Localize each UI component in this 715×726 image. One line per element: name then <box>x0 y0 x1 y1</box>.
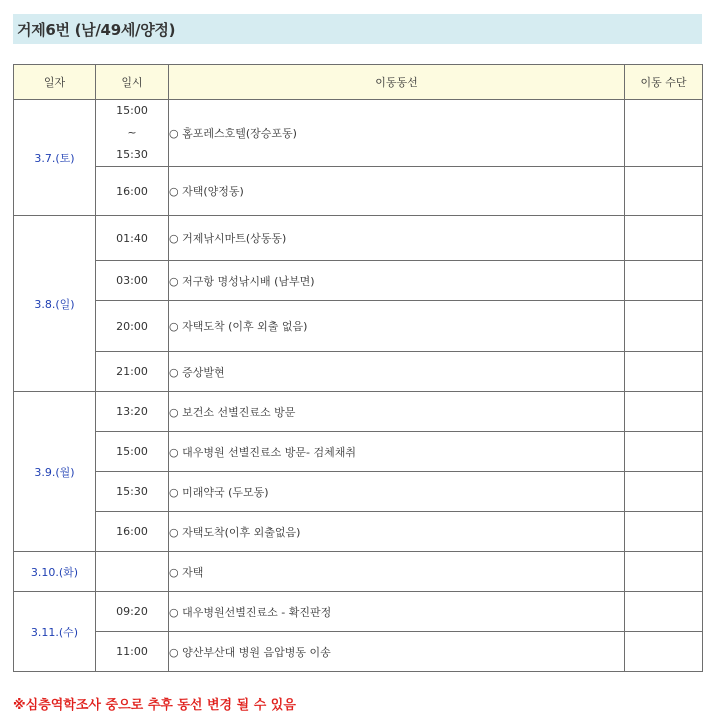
disclaimer-note: ※심층역학조사 중으로 추후 동선 변경 될 수 있음 <box>13 698 296 713</box>
time-cell: 16:00 <box>96 167 169 216</box>
header-route: 이동동선 <box>169 65 625 100</box>
header-date: 일자 <box>14 65 96 100</box>
table-row <box>14 352 703 392</box>
time-cell: 03:00 <box>96 261 169 301</box>
route-cell: ○ 자택(양정동) <box>169 167 625 216</box>
method-cell <box>625 592 703 632</box>
time-cell: 16:00 <box>96 512 169 552</box>
table-row <box>14 472 703 512</box>
date-cell: 3.7.(토) <box>14 100 96 216</box>
time-cell: 01:40 <box>96 216 169 261</box>
route-table <box>13 64 703 672</box>
date-cell: 3.10.(화) <box>14 552 96 592</box>
table-row <box>14 392 703 432</box>
time-cell <box>96 552 169 592</box>
time-end: 15:30 <box>116 148 148 161</box>
method-cell <box>625 261 703 301</box>
time-cell <box>96 100 169 167</box>
table-row <box>14 512 703 552</box>
table-row <box>14 167 703 216</box>
table-row <box>14 592 703 632</box>
method-cell <box>625 392 703 432</box>
time-cell: 20:00 <box>96 301 169 352</box>
route-cell: ○ 보건소 선별진료소 방문 <box>169 392 625 432</box>
method-cell <box>625 100 703 167</box>
method-cell <box>625 167 703 216</box>
time-cell: 13:20 <box>96 392 169 432</box>
time-cell: 15:00 <box>96 432 169 472</box>
table-row <box>14 100 703 167</box>
page-title: 거제6번 (남/49세/양정) <box>17 20 176 39</box>
route-cell: ○ 대우병원 선별진료소 방문- 검체채취 <box>169 432 625 472</box>
date-cell: 3.9.(월) <box>14 392 96 552</box>
route-cell: ○ 홈포레스호텔(장승포동) <box>169 100 625 167</box>
time-cell: 21:00 <box>96 352 169 392</box>
method-cell <box>625 472 703 512</box>
header-method: 이동 수단 <box>625 65 703 100</box>
method-cell <box>625 301 703 352</box>
time-cell: 15:30 <box>96 472 169 512</box>
table-row <box>14 216 703 261</box>
title-bar <box>13 14 702 44</box>
method-cell <box>625 632 703 672</box>
method-cell <box>625 552 703 592</box>
route-cell: ○ 자택도착 (이후 외출 없음) <box>169 301 625 352</box>
header-row <box>14 65 703 100</box>
route-cell: ○ 미래약국 (두모동) <box>169 472 625 512</box>
route-cell: ○ 자택 <box>169 552 625 592</box>
route-cell: ○ 저구항 명성낚시배 (남부면) <box>169 261 625 301</box>
time-separator: ~ <box>127 126 137 139</box>
table-row <box>14 432 703 472</box>
date-cell: 3.8.(일) <box>14 216 96 392</box>
route-cell: ○ 증상발현 <box>169 352 625 392</box>
route-cell: ○ 자택도착(이후 외출없음) <box>169 512 625 552</box>
table-row <box>14 301 703 352</box>
route-cell: ○ 양산부산대 병원 음압병동 이송 <box>169 632 625 672</box>
time-cell: 11:00 <box>96 632 169 672</box>
route-cell: ○ 대우병원선별진료소 - 확진판정 <box>169 592 625 632</box>
table-row <box>14 261 703 301</box>
method-cell <box>625 352 703 392</box>
time-start: 15:00 <box>116 104 148 117</box>
time-cell: 09:20 <box>96 592 169 632</box>
method-cell <box>625 432 703 472</box>
route-cell: ○ 거제낚시마트(상동동) <box>169 216 625 261</box>
header-time: 일시 <box>96 65 169 100</box>
table-row <box>14 552 703 592</box>
date-cell: 3.11.(수) <box>14 592 96 672</box>
table-row <box>14 632 703 672</box>
method-cell <box>625 512 703 552</box>
method-cell <box>625 216 703 261</box>
